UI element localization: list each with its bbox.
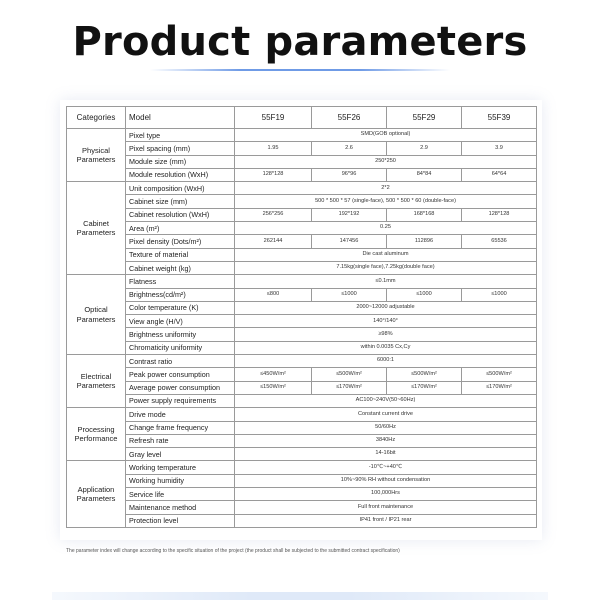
parameter-name: Cabinet resolution (WxH): [126, 208, 235, 221]
parameter-name: Maintenance method: [126, 501, 235, 514]
parameter-name: Working humidity: [126, 474, 235, 487]
title-underline: [150, 69, 450, 71]
parameter-value-all-models: 500 * 500 * 57 (single-face), 500 * 500 * 60 (double-face): [235, 195, 537, 208]
parameter-name: Power supply requirements: [126, 394, 235, 407]
parameter-value: 128*128: [462, 208, 537, 221]
table-row: [67, 182, 537, 195]
parameter-name: Refresh rate: [126, 434, 235, 447]
table-row: [67, 488, 537, 501]
parameter-value: ≤1000: [312, 288, 387, 301]
parameter-name: Working temperature: [126, 461, 235, 474]
parameter-value-all-models: 10%~90% RH without condensation: [235, 474, 537, 487]
parameter-value-all-models: 2000~12000 adjustable: [235, 301, 537, 314]
category-cell: Electrical Parameters: [67, 355, 126, 408]
model-55f29-header: 55F29: [387, 107, 462, 129]
parameter-value: ≤450W/m²: [235, 368, 312, 381]
parameter-value-all-models: AC100~240V(50~60Hz): [235, 394, 537, 407]
parameter-value: 64*64: [462, 168, 537, 181]
table-row: [67, 248, 537, 261]
parameter-value-all-models: 0.25: [235, 222, 537, 235]
parameter-name: Color temperature (K): [126, 301, 235, 314]
table-row: [67, 514, 537, 527]
table-row: [67, 129, 537, 142]
parameter-value: 147456: [312, 235, 387, 248]
parameter-name: Gray level: [126, 448, 235, 461]
parameter-name: Chromaticity uniformity: [126, 341, 235, 354]
table-row: [67, 168, 537, 181]
parameter-value-all-models: IP41 front / IP21 rear: [235, 514, 537, 527]
parameter-value: ≤170W/m²: [387, 381, 462, 394]
parameter-name: Module resolution (WxH): [126, 168, 235, 181]
category-cell: Optical Parameters: [67, 275, 126, 355]
parameter-value: 96*96: [312, 168, 387, 181]
parameter-value: 168*168: [387, 208, 462, 221]
parameter-name: View angle (H/V): [126, 315, 235, 328]
bottom-decoration-strip: [52, 592, 548, 600]
parameter-value-all-models: Constant current drive: [235, 408, 537, 421]
parameter-name: Pixel density (Dots/m²): [126, 235, 235, 248]
parameter-value-all-models: 250*250: [235, 155, 537, 168]
parameter-value: 128*128: [235, 168, 312, 181]
table-row: [67, 355, 537, 368]
table-row: [67, 222, 537, 235]
table-row: [67, 275, 537, 288]
parameter-value: 1.95: [235, 142, 312, 155]
table-row: [67, 261, 537, 274]
parameter-value: 3.9: [462, 142, 537, 155]
parameter-value-all-models: 6000:1: [235, 355, 537, 368]
parameter-value-all-models: -10℃~+40℃: [235, 461, 537, 474]
parameter-name: Unit composition (WxH): [126, 182, 235, 195]
table-row: [67, 142, 537, 155]
parameter-name: Average power consumption: [126, 381, 235, 394]
parameter-value: ≤150W/m²: [235, 381, 312, 394]
category-cell: Processing Performance: [67, 408, 126, 461]
footnote: The parameter index will change according to the specific situation of the project (the product shall be subjected to the submitted contract specification): [66, 548, 400, 554]
table-row: [67, 368, 537, 381]
parameter-name: Peak power consumption: [126, 368, 235, 381]
category-cell: Physical Parameters: [67, 129, 126, 182]
table-header-row: [67, 107, 537, 129]
parameter-value: 112896: [387, 235, 462, 248]
parameter-value: ≤1000: [462, 288, 537, 301]
parameter-name: Module size (mm): [126, 155, 235, 168]
parameter-name: Flatness: [126, 275, 235, 288]
page-title: Product parameters: [72, 19, 528, 65]
table-row: [67, 341, 537, 354]
parameter-value-all-models: 50/60Hz: [235, 421, 537, 434]
parameter-name: Cabinet weight (kg): [126, 261, 235, 274]
parameter-name: Contrast ratio: [126, 355, 235, 368]
parameter-value: 2.9: [387, 142, 462, 155]
parameter-value: ≤500W/m²: [462, 368, 537, 381]
parameter-value-all-models: Full front maintenance: [235, 501, 537, 514]
parameter-name: Service life: [126, 488, 235, 501]
parameter-value: ≤500W/m²: [387, 368, 462, 381]
table-row: [67, 501, 537, 514]
parameter-value-all-models: 14-16bit: [235, 448, 537, 461]
parameter-value: 2.6: [312, 142, 387, 155]
category-cell: Application Parameters: [67, 461, 126, 527]
parameter-value-all-models: 100,000Hrs: [235, 488, 537, 501]
model-55f39-header: 55F39: [462, 107, 537, 129]
categories-header: Categories: [67, 107, 126, 129]
parameter-value: 262144: [235, 235, 312, 248]
parameter-value: ≤800: [235, 288, 312, 301]
parameter-value-all-models: 3840Hz: [235, 434, 537, 447]
table-row: [67, 474, 537, 487]
table-row: [67, 235, 537, 248]
parameter-value: ≤500W/m²: [312, 368, 387, 381]
parameter-name: Area (m²): [126, 222, 235, 235]
parameter-value-all-models: 7.15kg(single face),7.25kg(double face): [235, 261, 537, 274]
table-row: [67, 155, 537, 168]
parameter-value-all-models: 2*2: [235, 182, 537, 195]
parameter-value: ≤170W/m²: [462, 381, 537, 394]
parameter-value: 84*84: [387, 168, 462, 181]
parameter-name: Protection level: [126, 514, 235, 527]
parameter-name: Cabinet size (mm): [126, 195, 235, 208]
table-row: [67, 448, 537, 461]
parameter-value: 192*192: [312, 208, 387, 221]
category-cell: Cabinet Parameters: [67, 182, 126, 275]
model-header: Model: [126, 107, 235, 129]
parameters-table: [66, 106, 537, 528]
table-row: [67, 195, 537, 208]
table-row: [67, 394, 537, 407]
parameter-name: Brightness uniformity: [126, 328, 235, 341]
parameter-value: 65536: [462, 235, 537, 248]
table-row: [67, 301, 537, 314]
parameter-value-all-models: SMD(GOB optional): [235, 129, 537, 142]
model-55f19-header: 55F19: [235, 107, 312, 129]
parameter-value: ≤170W/m²: [312, 381, 387, 394]
parameter-name: Pixel spacing (mm): [126, 142, 235, 155]
table-row: [67, 288, 537, 301]
model-55f26-header: 55F26: [312, 107, 387, 129]
parameter-value-all-models: ≤0.1mm: [235, 275, 537, 288]
parameter-name: Brightness(cd/m²): [126, 288, 235, 301]
parameter-name: Drive mode: [126, 408, 235, 421]
parameter-value: ≤1000: [387, 288, 462, 301]
parameter-value-all-models: within 0.0035 Cx,Cy: [235, 341, 537, 354]
table-row: [67, 328, 537, 341]
parameter-name: Change frame frequency: [126, 421, 235, 434]
parameter-name: Texture of material: [126, 248, 235, 261]
table-row: [67, 461, 537, 474]
parameter-name: Pixel type: [126, 129, 235, 142]
parameter-value-all-models: ≥98%: [235, 328, 537, 341]
table-row: [67, 381, 537, 394]
table-row: [67, 421, 537, 434]
table-row: [67, 408, 537, 421]
table-row: [67, 208, 537, 221]
parameter-value-all-models: 140°/140°: [235, 315, 537, 328]
parameter-value: 256*256: [235, 208, 312, 221]
table-row: [67, 434, 537, 447]
table-row: [67, 315, 537, 328]
parameter-value-all-models: Die cast aluminum: [235, 248, 537, 261]
